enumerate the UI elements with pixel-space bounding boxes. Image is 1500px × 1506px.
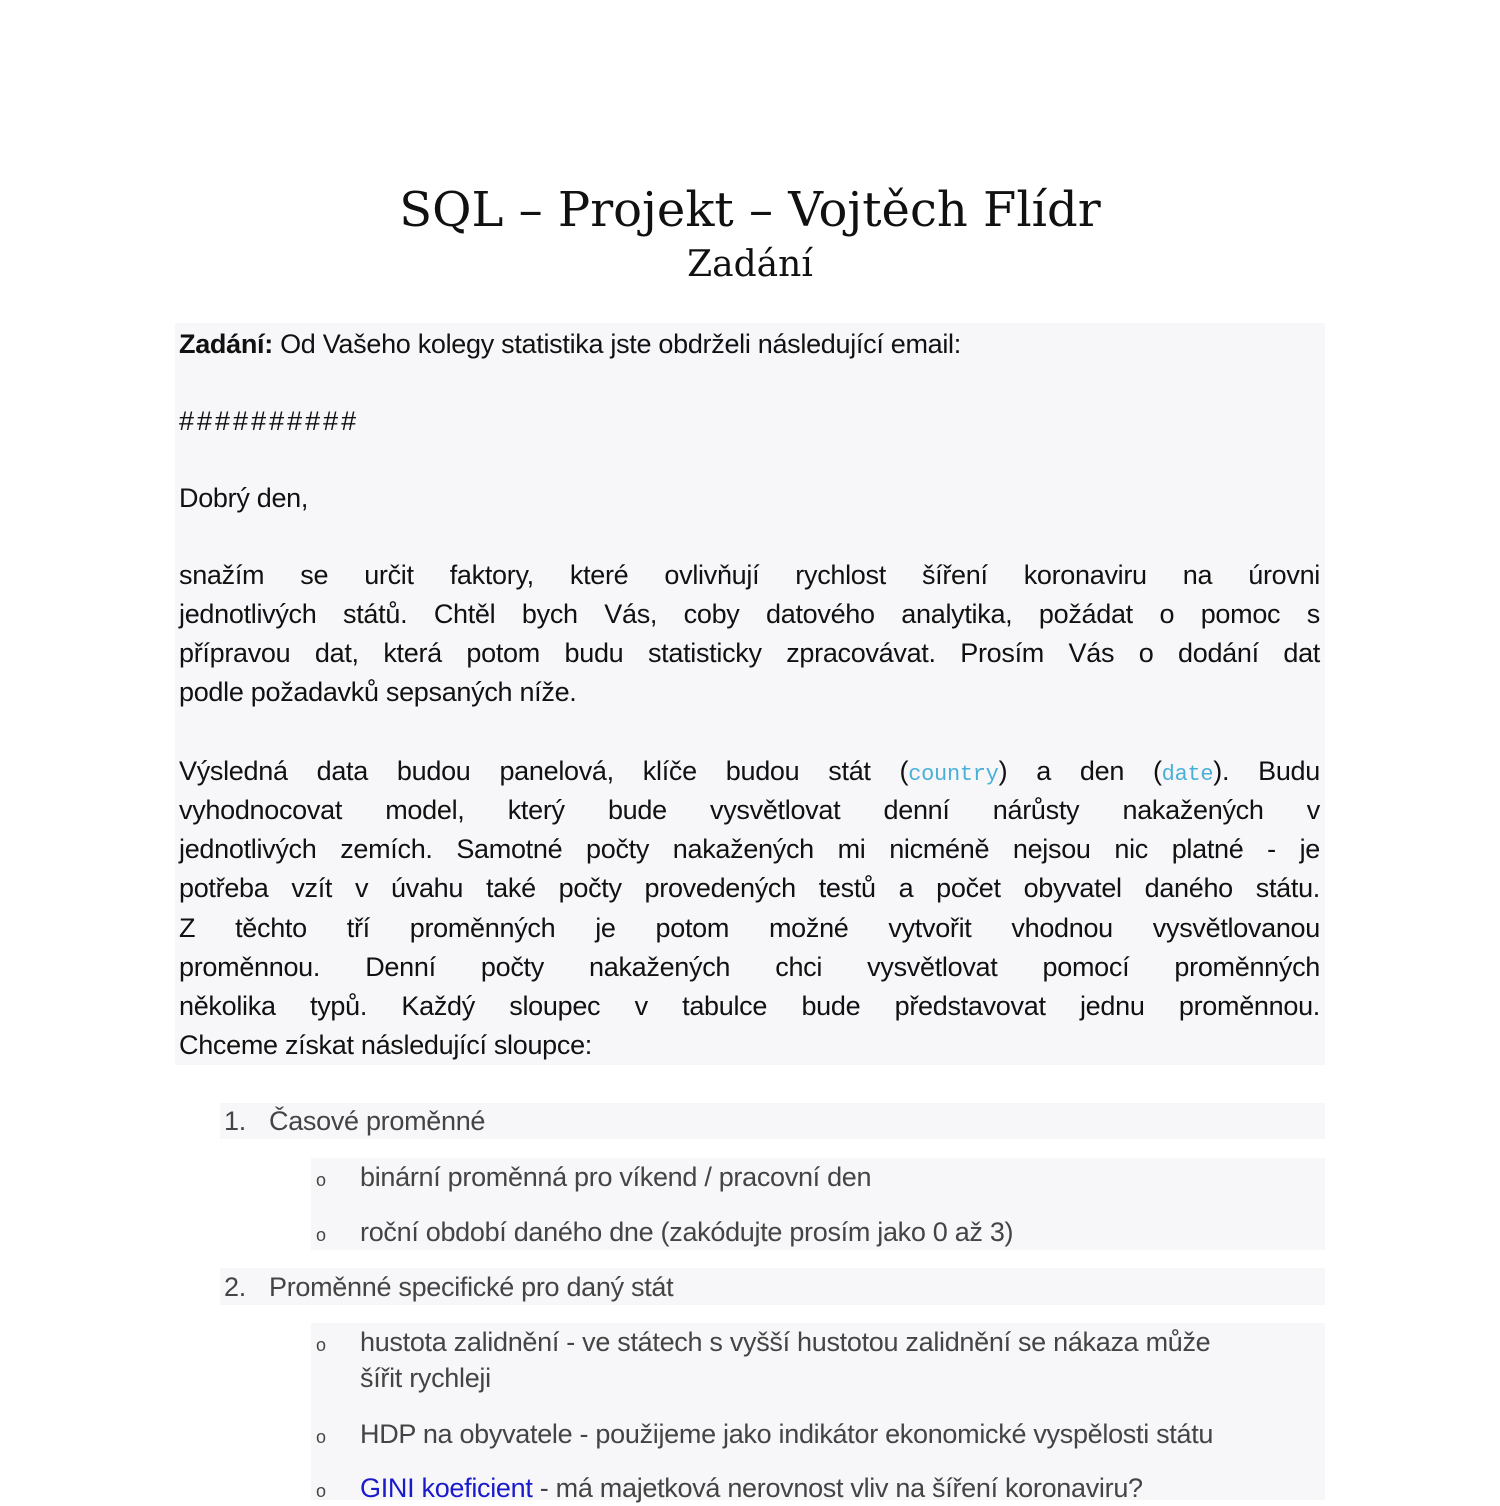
code-date: date [1161, 762, 1214, 787]
bullet-icon: o [316, 1335, 327, 1355]
sublist-item-continued: šířit rychleji [360, 1363, 491, 1393]
email-block [175, 323, 1325, 1065]
intro-text: Od Vašeho kolegy statistika jste obdrželi následující email: [272, 329, 961, 359]
paragraph-line: několika typů. Každý sloupec v tabulce bude představovat jednu proměnnou. [179, 991, 1320, 1021]
separator: ########## [179, 406, 360, 436]
list-item-label: Časové proměnné [269, 1106, 486, 1136]
bullet-icon: o [316, 1481, 327, 1501]
greeting: Dobrý den, [179, 483, 309, 513]
code-country: country [908, 762, 999, 787]
text: ). Budu [1213, 756, 1320, 786]
sublist-item: binární proměnná pro víkend / pracovní den [360, 1162, 872, 1192]
sublist-item [360, 1470, 1143, 1506]
document-title: SQL – Projekt – Vojtěch Flídr [399, 182, 1101, 238]
paragraph-line: jednotlivých zemích. Samotné počty nakažených mi nicméně nejsou nic platné - je [179, 834, 1320, 864]
text: ) a den ( [998, 756, 1162, 786]
paragraph-line: vyhodnocovat model, který bude vysvětlovat denní nárůsty nakažených v [179, 795, 1320, 825]
text: - má majetková nerovnost vliv na šíření koronaviru? [532, 1473, 1143, 1503]
intro-line [179, 325, 1320, 364]
document-subtitle: Zadání [687, 244, 813, 285]
paragraph-line: snažím se určit faktory, které ovlivňují rychlost šíření koronaviru na úrovni [179, 560, 1320, 590]
text: Výsledná data budou panelová, klíče budou stát ( [179, 756, 909, 786]
list-number: 2. [224, 1272, 246, 1302]
paragraph-line: jednotlivých států. Chtěl bych Vás, coby datového analytika, požádat o pomoc s [179, 599, 1320, 629]
list-number: 1. [224, 1106, 246, 1136]
paragraph-line: potřeba vzít v úvahu také počty provedených testů a počet obyvatel daného státu. [179, 873, 1320, 903]
sublist-item: roční období daného dne (zakódujte prosím jako 0 až 3) [360, 1217, 1014, 1247]
bullet-icon: o [316, 1170, 327, 1190]
paragraph-line [179, 752, 1320, 794]
intro-label: Zadání: [179, 329, 273, 359]
paragraph-line: přípravou dat, která potom budu statisticky zpracovávat. Prosím Vás o dodání dat [179, 638, 1320, 668]
list-item-label: Proměnné specifické pro daný stát [269, 1272, 674, 1302]
bullet-icon: o [316, 1427, 327, 1447]
gini-link[interactable]: GINI koeficient [360, 1473, 533, 1503]
bullet-icon: o [316, 1225, 327, 1245]
paragraph-line: Z těchto tří proměnných je potom možné vytvořit vhodnou vysvětlovanou [179, 913, 1320, 943]
paragraph-line: proměnnou. Denní počty nakažených chci vysvětlovat pomocí proměnných [179, 952, 1320, 982]
paragraph-line: Chceme získat následující sloupce: [179, 1030, 593, 1060]
sublist-item: hustota zalidnění - ve státech s vyšší hustotou zalidnění se nákaza může [360, 1327, 1211, 1357]
sublist-item: HDP na obyvatele - použijeme jako indikátor ekonomické vyspělosti státu [360, 1419, 1214, 1449]
paragraph-line: podle požadavků sepsaných níže. [179, 677, 577, 707]
